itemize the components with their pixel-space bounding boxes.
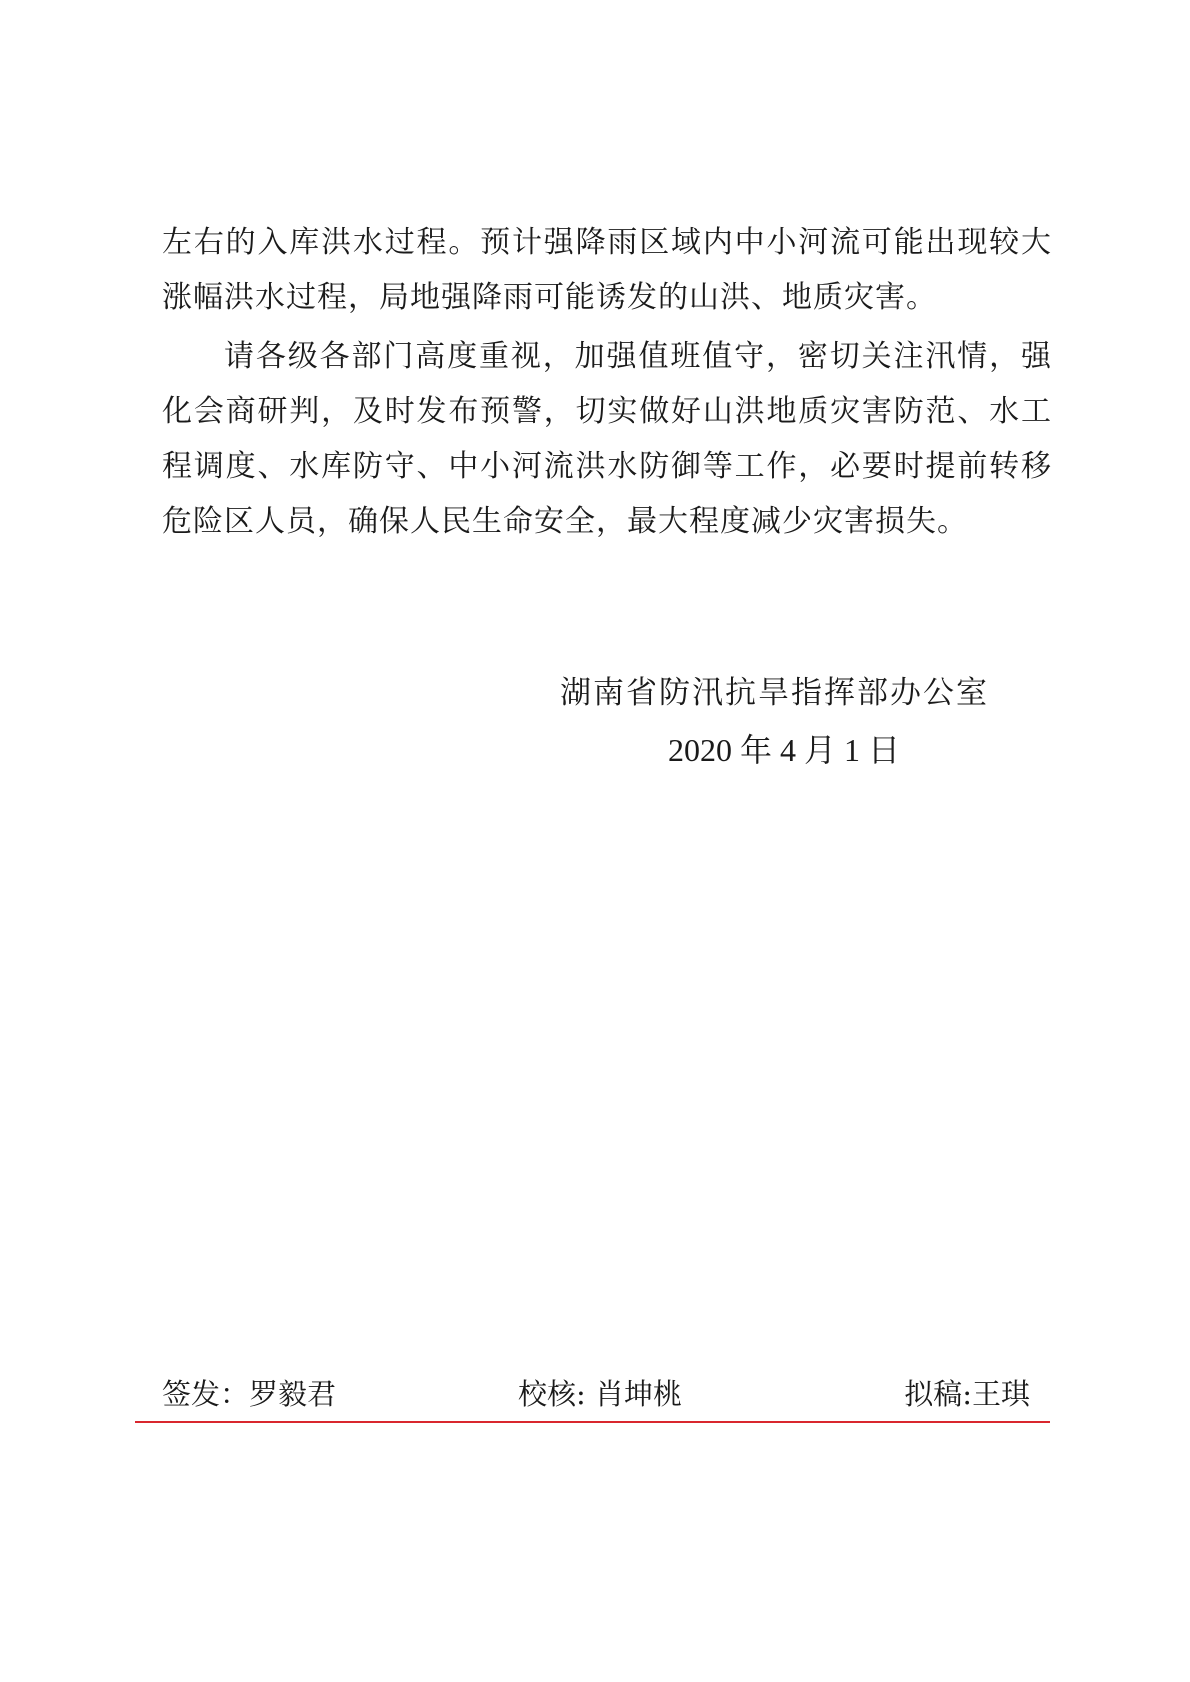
body-paragraph-2: 请各级各部门高度重视，加强值班值守，密切关注汛情，强化会商研判，及时发布预警，切实做好山洪地质灾害防范、水工程调度、水库防守、中小河流洪水防御等工作，必要时提前转移危险区人员，确保人民生命安全，最大程度减少灾害损失。: [162, 339, 1052, 539]
document-footer: [160, 1370, 1050, 1418]
drafter-field: 拟稿:王琪: [904, 1377, 1030, 1411]
footer-divider: [135, 1421, 1050, 1423]
signature-block: [560, 665, 1040, 779]
checker-field: 校核: 肖坤桃: [518, 1377, 682, 1411]
body-paragraph-1: 左右的入库洪水过程。预计强降雨区域内中小河流可能出现较大涨幅洪水过程，局地强降雨可能诱发的山洪、地质灾害。: [162, 225, 1052, 315]
issue-date: 2020 年 4 月 1 日: [668, 732, 901, 768]
document-body: [162, 215, 1052, 549]
issuing-organization: 湖南省防汛抗旱指挥部办公室: [560, 675, 989, 711]
signer-field: 签发：罗毅君: [162, 1377, 337, 1411]
